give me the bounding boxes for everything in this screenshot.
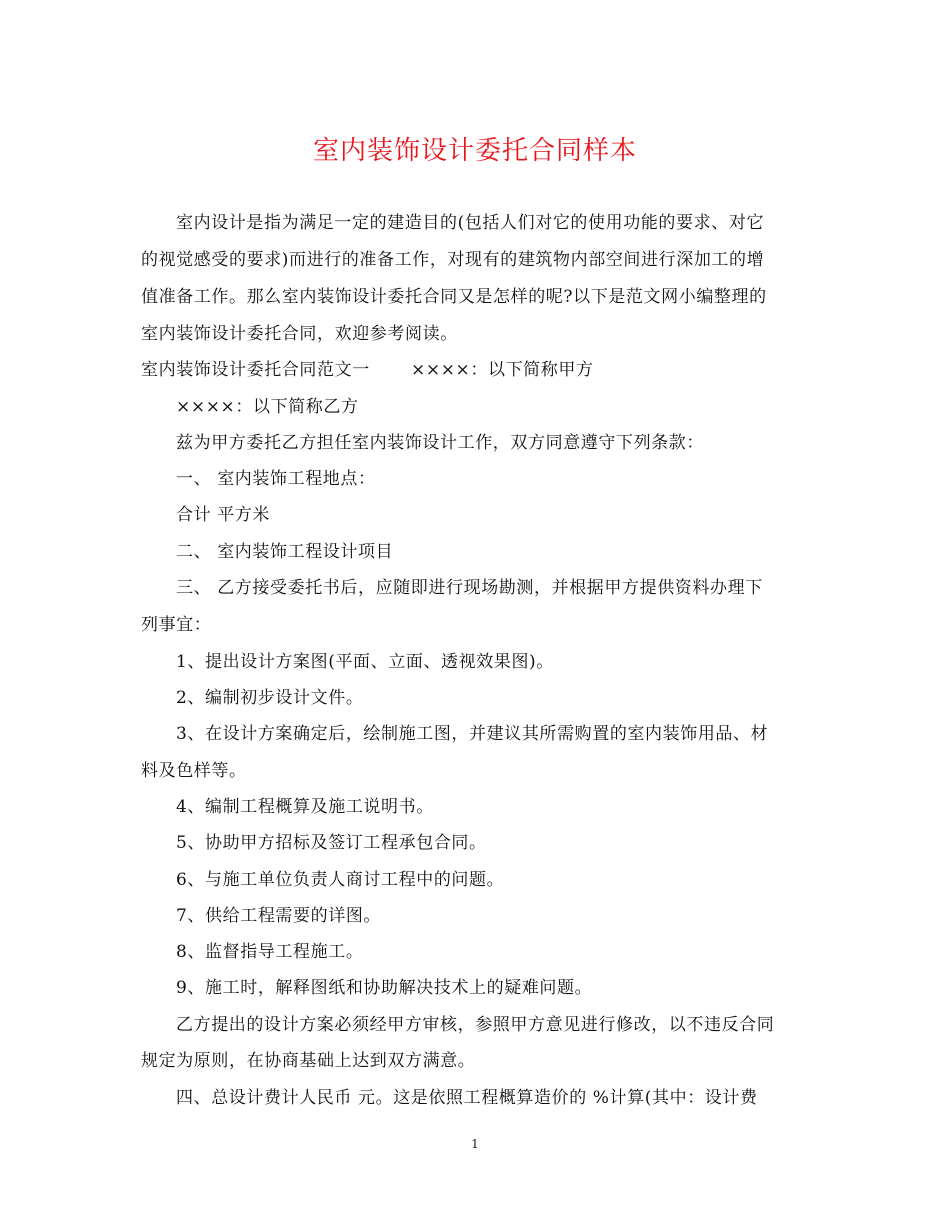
paragraph-line: 1、提出设计方案图(平面、立面、透视效果图)。	[176, 652, 554, 672]
page-number: 1	[471, 1137, 479, 1151]
paragraph-line: 四、总设计费计人民币 元。这是依照工程概算造价的 %计算(其中：设计费	[176, 1088, 758, 1108]
paragraph-line: 列事宜：	[141, 615, 212, 635]
paragraph-line: 料及色样等。	[141, 761, 247, 781]
paragraph-line: 规定为原则，在协商基础上达到双方满意。	[141, 1051, 476, 1071]
paragraph-line: 5、协助甲方招标及签订工程承包合同。	[176, 833, 487, 853]
paragraph-line: 6、与施工单位负责人商讨工程中的问题。	[176, 870, 505, 890]
paragraph-line: 三、 乙方接受委托书后，应随即进行现场勘测，并根据甲方提供资料办理下	[176, 578, 763, 598]
paragraph-line: 室内装饰设计委托合同，欢迎参考阅读。	[141, 324, 458, 344]
paragraph-line: 合计 平方米	[176, 505, 271, 525]
paragraph-line: 7、供给工程需要的详图。	[176, 906, 382, 926]
paragraph-line: ××××：以下简称乙方	[176, 397, 359, 417]
paragraph-line: 8、监督指导工程施工。	[176, 942, 364, 962]
paragraph-line: 兹为甲方委托乙方担任室内装饰设计工作，双方同意遵守下列条款：	[176, 433, 704, 453]
paragraph-line: 一、 室内装饰工程地点：	[176, 469, 376, 489]
paragraph-line: 室内装饰设计委托合同范文一 ××××：以下简称甲方	[141, 360, 594, 380]
paragraph-line: 的视觉感受的要求)而进行的准备工作，对现有的建筑物内部空间进行深加工的增	[141, 250, 765, 270]
paragraph-line: 二、 室内装饰工程设计项目	[176, 542, 394, 562]
paragraph-line: 乙方提出的设计方案必须经甲方审核，参照甲方意见进行修改，以不违反合同	[176, 1015, 775, 1035]
document-title: 室内装饰设计委托合同样本	[312, 136, 637, 166]
paragraph-line: 3、在设计方案确定后，绘制施工图，并建议其所需购置的室内装饰用品、材	[176, 724, 769, 744]
paragraph-line: 9、施工时，解释图纸和协助解决技术上的疑难问题。	[176, 978, 593, 998]
paragraph-line: 值准备工作。那么室内装饰设计委托合同又是怎样的呢?以下是范文网小编整理的	[141, 287, 767, 307]
paragraph-line: 室内设计是指为满足一定的建造目的(包括人们对它的使用功能的要求、对它	[176, 213, 765, 233]
paragraph-line: 2、编制初步设计文件。	[176, 688, 364, 708]
paragraph-line: 4、编制工程概算及施工说明书。	[176, 797, 434, 817]
